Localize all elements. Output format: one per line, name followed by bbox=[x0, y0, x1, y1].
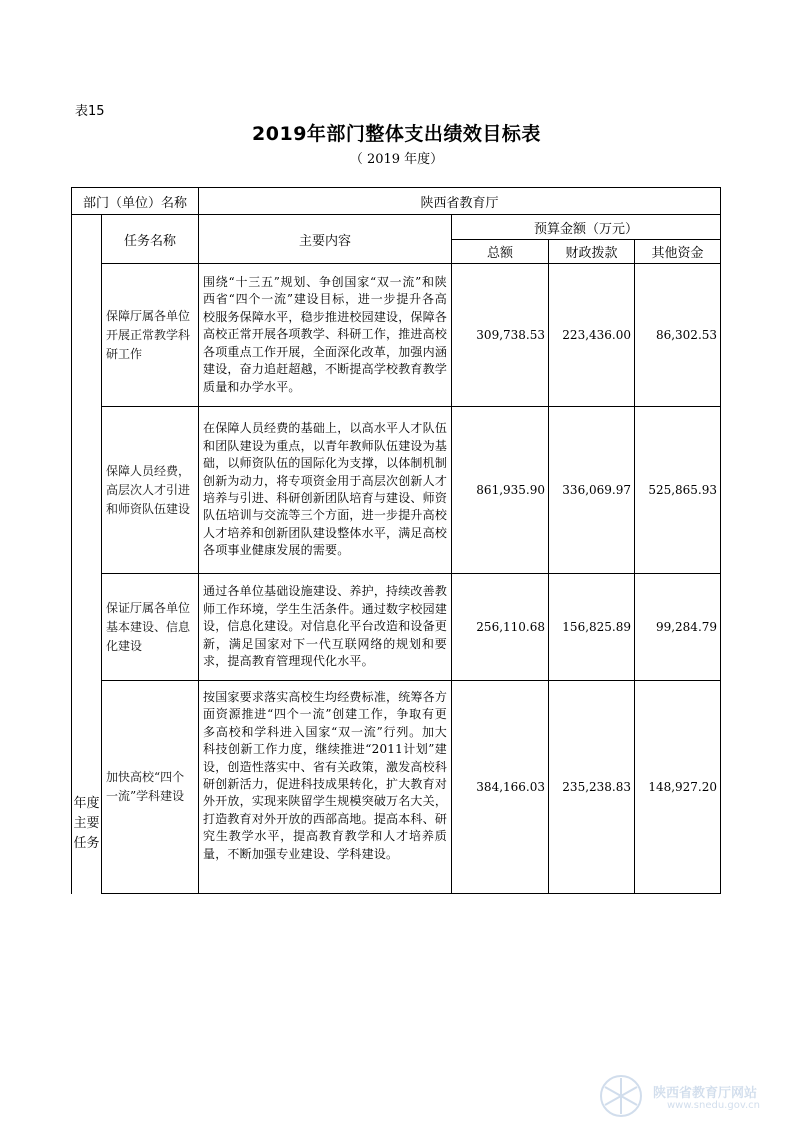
fiscal-amount-cell: 235,238.83 bbox=[549, 681, 635, 894]
table-row bbox=[72, 264, 721, 407]
task-name-cell: 保障厅属各单位开展正常教学科研工作 bbox=[102, 264, 199, 407]
task-name-cell: 加快高校“四个一流”学科建设 bbox=[102, 681, 199, 894]
total-amount-cell: 384,166.03 bbox=[452, 681, 549, 894]
page-subtitle: （ 2019 年度） bbox=[349, 152, 444, 167]
snowflake-logo-icon bbox=[595, 1070, 647, 1122]
fiscal-amount-cell: 223,436.00 bbox=[549, 264, 635, 407]
row-group-label-line3: 任务 bbox=[73, 836, 100, 852]
col-content-header: 主要内容 bbox=[199, 215, 452, 264]
page-title: 2019年部门整体支出绩效目标表 bbox=[252, 123, 541, 145]
table-row bbox=[72, 574, 721, 681]
dept-label-cell: 部门（单位）名称 bbox=[72, 188, 199, 215]
row-group-label-line2: 主要 bbox=[73, 816, 100, 832]
watermark-url: www.snedu.gov.cn bbox=[667, 1100, 760, 1111]
col-other-header: 其他资金 bbox=[635, 240, 721, 264]
task-name-cell: 保障人员经费，高层次人才引进和师资队伍建设 bbox=[102, 407, 199, 574]
other-amount-cell: 99,284.79 bbox=[635, 574, 721, 681]
col-budget-header: 预算金额（万元） bbox=[452, 215, 721, 240]
table-row bbox=[72, 407, 721, 574]
total-amount-cell: 309,738.53 bbox=[452, 264, 549, 407]
total-amount-cell: 861,935.90 bbox=[452, 407, 549, 574]
other-amount-cell: 86,302.53 bbox=[635, 264, 721, 407]
table-number-label: 表15 bbox=[75, 104, 105, 119]
watermark-site-name: 陕西省教育厅网站 bbox=[653, 1086, 758, 1101]
col-task-header: 任务名称 bbox=[102, 215, 199, 264]
task-content-cell: 按国家要求落实高校生均经费标准，统筹各方面资源推进“四个一流”创建工作，争取有更多高校和学科进入国家“双一流”行列。加大科技创新工作力度，继续推进“2011计划”建设，创造性落实中、省有关政策，激发高校科研创新活力，促进科技成果转化，扩大教育对外开放，实现来陕留学生规模突破万名大关，打造教育对外开放的西部高地。提高本科、研究生教学水平，提高教育教学和人才培养质量，不断加强专业建设、学科建设。 bbox=[199, 681, 452, 894]
header-row-1 bbox=[72, 215, 721, 240]
fiscal-amount-cell: 156,825.89 bbox=[549, 574, 635, 681]
table-row bbox=[72, 681, 721, 894]
other-amount-cell: 525,865.93 bbox=[635, 407, 721, 574]
other-amount-cell: 148,927.20 bbox=[635, 681, 721, 894]
task-content-cell: 通过各单位基础设施建设、养护，持续改善教师工作环境，学生生活条件。通过数字校园建设，信息化建设。对信息化平台改造和设备更新，满足国家对下一代互联网络的规划和要求，提高教育管理现代化水平。 bbox=[199, 574, 452, 681]
col-total-header: 总额 bbox=[452, 240, 549, 264]
site-watermark bbox=[595, 1070, 793, 1122]
task-content-cell: 围绕“十三五”规划、争创国家“双一流”和陕西省“四个一流”建设目标，进一步提升各高校服务保障水平，稳步推进校园建设，保障各高校正常开展各项教学、科研工作，推进高校各项重点工作开展，全面深化改革，加强内涵建设，奋力追赶超越，不断提高学校教育教学质量和办学水平。 bbox=[199, 264, 452, 407]
task-name-cell: 保证厅属各单位基本建设、信息化建设 bbox=[102, 574, 199, 681]
performance-target-table bbox=[71, 187, 721, 894]
col-fiscal-header: 财政拨款 bbox=[549, 240, 635, 264]
dept-value-cell: 陕西省教育厅 bbox=[199, 188, 721, 215]
row-group-label-line1: 年度 bbox=[73, 796, 100, 812]
dept-row bbox=[72, 188, 721, 215]
task-content-cell: 在保障人员经费的基础上，以高水平人才队伍和团队建设为重点，以青年教师队伍建设为基础，以师资队伍的国际化为支撑，以体制机制创新为动力，将专项资金用于高层次创新人才培养与引进、科研创新团队培育与建设、师资队伍培训与交流等三个方面，进一步提升高校人才培养和创新团队建设整体水平，满足高校各项事业健康发展的需要。 bbox=[199, 407, 452, 574]
fiscal-amount-cell: 336,069.97 bbox=[549, 407, 635, 574]
row-group-label bbox=[72, 215, 102, 894]
total-amount-cell: 256,110.68 bbox=[452, 574, 549, 681]
